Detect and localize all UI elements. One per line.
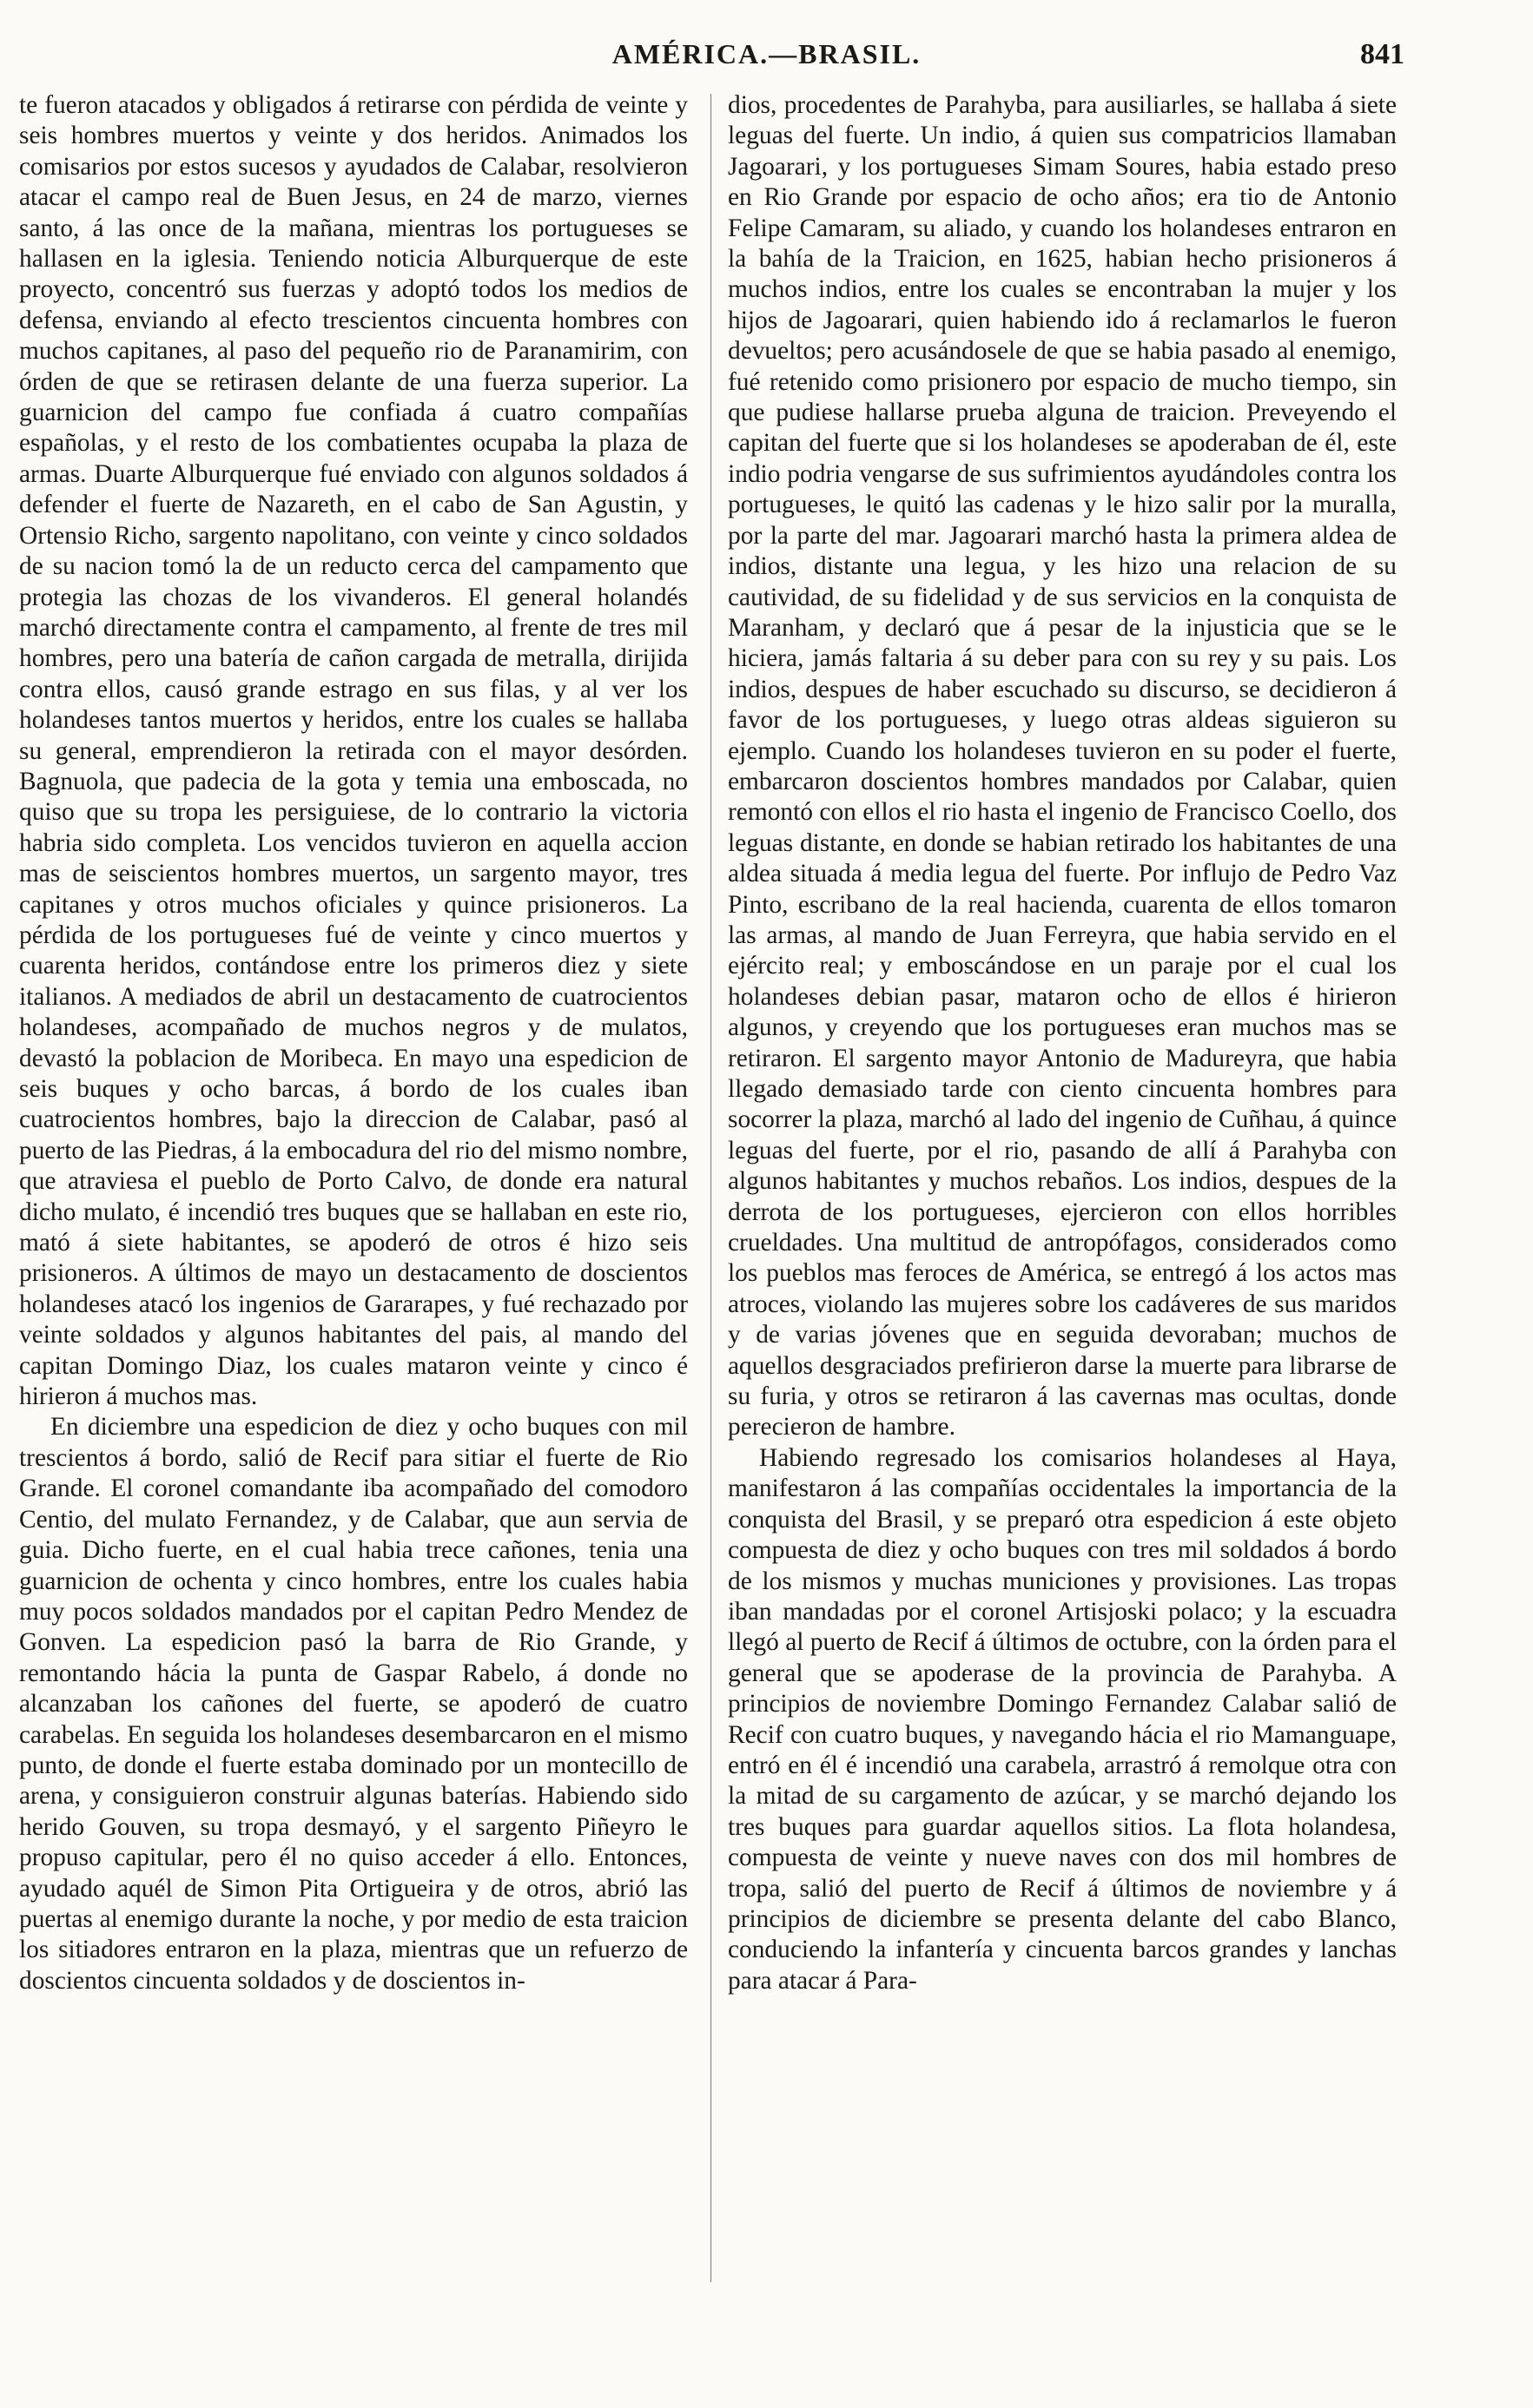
paragraph-left-1: te fueron atacados y obligados á retirarse con pérdida de veinte y seis hombres muertos y veinte y dos heridos. Animados los comisarios por estos sucesos y ayudados de Calabar, resolvieron atacar el campo real de Buen Jesus, en 24 de marzo, viernes santo, á las once de la mañana, mientras los portugueses se hallasen en la iglesia. Teniendo noticia Alburquerque de este proyecto, concentró sus fuerzas y adoptó todos los medios de defensa, enviando al efecto trescientos cincuenta hombres con muchos capitanes, al paso del pequeño rio de Paranamirim, con órden de que se retirasen delante de una fuerza superior. La guarnicion del campo fue confiada á cuatro compañías españolas, y el resto de los combatientes ocupaba la plaza de armas. Duarte Alburquerque fué enviado con algunos soldados á defender el fuerte de Nazareth, en el cabo de San Agustin, y Ortensio Richo, sargento napolitano, con veinte y cinco soldados de su nacion tomó la de un reducto cerca del campamento que protegia las chozas de los vivanderos. El general holandés marchó directamente contra el campamento, al frente de tres mil hombres, pero una batería de cañon cargada de metralla, dirijida contra ellos, causó grande estrago en sus filas, y al ver los holandeses tantos muertos y heridos, entre los cuales se hallaba su general, emprendieron la retirada con el mayor desórden. Bagnuola, que padecia de la gota y temia una emboscada, no quiso que su tropa les persiguiese, de lo contrario la victoria habria sido completa. Los vencidos tuvieron en aquella accion mas de seiscientos hombres muertos, un sargento mayor, tres capitanes y otros muchos oficiales y quince prisioneros. La pérdida de los portugueses fué de veinte y cinco muertos y cuarenta heridos, contándose entre los primeros diez y siete italianos. A mediados de abril un destacamento de cuatrocientos holandeses, acompañado de muchos negros y de mulatos, devastó la poblacion de Moribeca. En mayo una espedicion de seis buques y ocho barcas, á bordo de los cuales iban cuatrocientos hombres, bajo la direccion de Calabar, pasó al puerto de las Piedras, á la embocadura del rio del mismo nombre, que atraviesa el pueblo de Porto Calvo, de donde era natural dicho mulato, é incendió tres buques que se hallaban en este rio, mató á siete habitantes, se apoderó de otros é hizo seis prisioneros. A últimos de mayo un destacamento de doscientos holandeses atacó los ingenios de Gararapes, y fué rechazado por veinte soldados y algunos habitantes del pais, al mando del capitan Domingo Diaz, los cuales mataron veinte y cinco é hirieron á muchos mas. (19, 91, 688, 1411)
paragraph-right-2: Habiendo regresado los comisarios holandeses al Haya, manifestaron á las compañías occidentales la importancia de la conquista del Brasil, y se preparó otra espedicion á este objeto compuesta de diez y ocho buques con tres mil soldados á bordo de los mismos y muchas municiones y provisiones. Las tropas iban mandadas por el coronel Artisjoski polaco; y la escuadra llegó al puerto de Recif á últimos de octubre, con la órden para el general que se apoderase de la provincia de Parahyba. A principios de noviembre Domingo Fernandez Calabar salió de Recif con cuatro buques, y navegando hácia el rio Mamanguape, entró en él é incendió una carabela, arrastró á remolque otra con la mitad de su cargamento de azúcar, y se marchó dejando los tres buques para guardar aquellos sitios. La flota holandesa, compuesta de veinte y nueve naves con dos mil hombres de tropa, salió del puerto de Recif á últimos de noviembre y á principios de diciembre se presenta delante del cabo Blanco, conduciendo la infantería y cincuenta barcos grandes y lanchas para atacar á Para- (728, 1443, 1397, 1995)
paragraph-left-2: En diciembre una espedicion de diez y ocho buques con mil trescientos á bordo, salió de Recif para sitiar el fuerte de Rio Grande. El coronel comandante iba acompañado del comodoro Centio, del mulato Fernandez, y de Calabar, que aun servia de guia. Dicho fuerte, en el cual habia trece cañones, tenia una guarnicion de ochenta y cinco hombres, entre los cuales habia muy pocos soldados mandados por el capitan Pedro Mendez de Gonven. La espedicion pasó la barra de Rio Grande, y remontando hácia la punta de Gaspar Rabelo, á donde no alcanzaban los cañones del fuerte, se apoderó de cuatro carabelas. En seguida los holandeses desembarcaron en el mismo punto, de donde el fuerte estaba dominado por un montecillo de arena, y consiguieron construir algunas baterías. Habiendo sido herido Gouven, su tropa desmayó, y el sargento Piñeyro le propuso capitular, pero él no quiso acceder á ello. Entonces, ayudado aquél de Simon Pita Ortigueira y de otros, abrió las puertas al enemigo durante la noche, y por medio de esta traicion los sitiadores entraron en la plaza, mientras que un refuerzo de doscientos cincuenta soldados y de doscientos in- (19, 1413, 688, 1995)
page-number: 841 (1360, 38, 1404, 70)
text-column-right (728, 90, 1397, 1996)
running-head-title: AMÉRICA.—BRASIL. (611, 38, 922, 69)
running-head (0, 38, 1533, 82)
paragraph-right-1: dios, procedentes de Parahyba, para ausiliarles, se hallaba á siete leguas del fuerte. Un indio, á quien sus compatricios llamaban Jagoarari, y los portugueses Simam Soures, habia estado preso en Rio Grande por espacio de ocho años; era tio de Antonio Felipe Camaram, su aliado, y cuando los holandeses entraron en la bahía de la Traicion, en 1625, habian hecho prisioneros á muchos indios, entre los cuales se encontraban la mujer y los hijos de Jagoarari, quien habiendo ido á reclamarlos le fueron devueltos; pero acusándosele de que se habia pasado al enemigo, fué retenido como prisionero por espacio de mucho tiempo, sin que pudiese hallarse prueba alguna de traicion. Preveyendo el capitan del fuerte que si los holandeses se apoderaban de él, este indio podria vengarse de sus sufrimientos ayudándoles contra los portugueses, le quitó las cadenas y le hizo salir por la muralla, por la parte del mar. Jagoarari marchó hasta la primera aldea de indios, distante una legua, y les hizo una relacion de su cautividad, de su fidelidad y de sus servicios en la conquista de Maranham, y declaró que á pesar de la injusticia que se le hiciera, jamás faltaria á su deber para con su rey y su pais. Los indios, despues de haber escuchado su discurso, se decidieron á favor de los portugueses, y luego otras aldeas siguieron su ejemplo. Cuando los holandeses tuvieron en su poder el fuerte, embarcaron doscientos hombres mandados por Calabar, quien remontó con ellos el rio hasta el ingenio de Francisco Coello, dos leguas distante, en donde se habian retirado los habitantes de una aldea situada á media legua del fuerte. Por influjo de Pedro Vaz Pinto, escribano de la real hacienda, cuarenta de ellos tomaron las armas, al mando de Juan Ferreyra, que habia servido en el ejército real; y emboscándose en un paraje por el cual los holandeses debian pasar, mataron ocho de ellos é hirieron algunos, y creyendo que los portugueses eran muchos mas se retiraron. El sargento mayor Antonio de Madureyra, que habia llegado demasiado tarde con ciento cincuenta hombres para socorrer la plaza, marchó al lado del ingenio de Cuñhau, á quince leguas del fuerte, por el rio, pasando de allí á Parahyba con algunos habitantes y muchos rebaños. Los indios, despues de la derrota de los portugueses, ejercieron con ellos horribles crueldades. Una multitud de antropófagos, considerados como los pueblos mas feroces de América, se entregó á los actos mas atroces, violando las mujeres sobre los cadáveres de sus maridos y de varias jóvenes que en seguida devoraban; muchos de aquellos desgraciados prefirieron darse la muerte para librarse de su furia, y otros se retiraron á las cavernas mas ocultas, donde perecieron de hambre. (728, 91, 1397, 1442)
column-divider (710, 94, 711, 2282)
text-column-left (19, 90, 688, 1996)
